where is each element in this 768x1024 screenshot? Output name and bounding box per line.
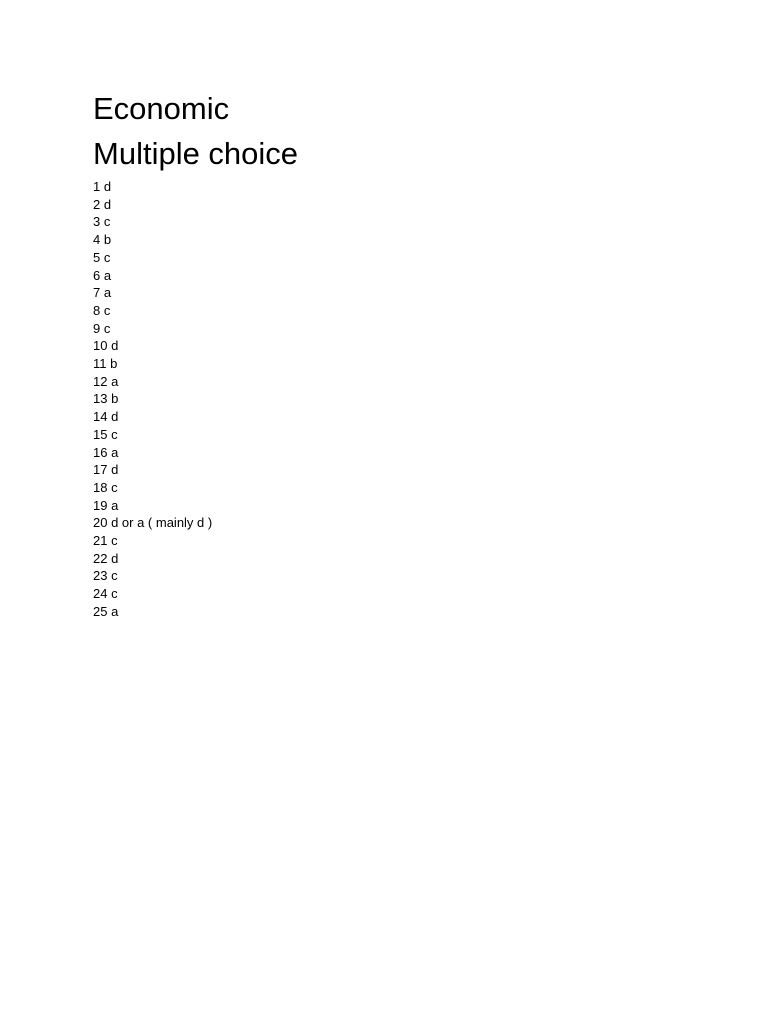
answer-item: 11 b xyxy=(93,356,118,372)
answer-item: 21 c xyxy=(93,533,118,549)
answer-item: 13 b xyxy=(93,391,119,407)
answer-list xyxy=(93,178,298,621)
answer-item: 14 d xyxy=(93,409,119,425)
answer-item: 4 b xyxy=(93,232,112,248)
title-line-1: Economic xyxy=(93,91,230,126)
answer-item: 20 d or a ( mainly d ) xyxy=(93,515,213,531)
answer-item: 9 c xyxy=(93,320,111,336)
answer-item: 3 c xyxy=(93,214,111,230)
answer-item: 25 a xyxy=(93,603,119,619)
answer-item: 7 a xyxy=(93,285,112,301)
answer-item: 15 c xyxy=(93,426,118,442)
answer-item: 1 d xyxy=(93,179,112,194)
answer-item: 12 a xyxy=(93,373,119,389)
answer-item: 19 a xyxy=(93,497,119,513)
answer-item: 6 a xyxy=(93,267,112,283)
answer-item: 2 d xyxy=(93,196,112,212)
answer-item: 16 a xyxy=(93,444,119,460)
answer-item: 22 d xyxy=(93,550,119,566)
answer-item: 24 c xyxy=(93,586,118,602)
answer-item: 18 c xyxy=(93,479,118,495)
title-line-2: Multiple choice xyxy=(93,136,299,171)
answer-item: 10 d xyxy=(93,338,119,354)
answer-item: 23 c xyxy=(93,568,118,584)
answer-item: 17 d xyxy=(93,462,119,478)
answer-item: 8 c xyxy=(93,302,111,318)
answer-item: 5 c xyxy=(93,249,111,265)
document-page xyxy=(93,86,298,621)
